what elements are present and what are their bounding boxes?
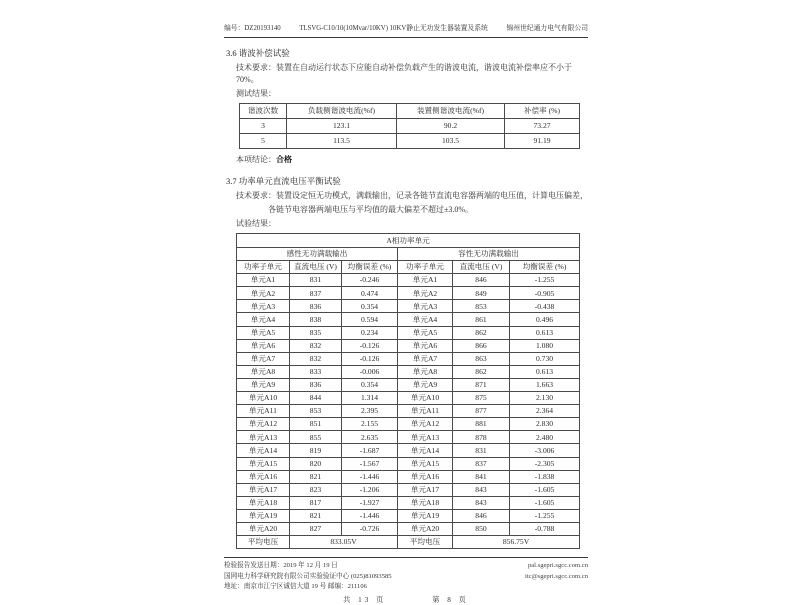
unit-row-cell: 0.496 (510, 313, 580, 326)
harmonic-row-cell: 90.2 (397, 119, 505, 134)
harmonic-col-header: 谐波次数 (240, 104, 287, 119)
unit-row-cell: 819 (290, 444, 342, 457)
unit-row (237, 418, 580, 431)
avg-label-left: 平均电压 (237, 536, 290, 549)
unit-row-cell: 838 (290, 313, 342, 326)
unit-row-cell: 单元A1 (237, 274, 290, 287)
harmonic-row (240, 134, 580, 149)
unit-row-cell: 833 (290, 365, 342, 378)
footer-line-2 (224, 572, 588, 583)
page-footer (224, 557, 588, 605)
unit-row-cell: 877 (453, 405, 510, 418)
section-37-results-label: 试验结果： (236, 219, 276, 228)
unit-row-cell: 823 (290, 483, 342, 496)
unit-row (237, 483, 580, 496)
unit-row-cell: 2.395 (342, 405, 398, 418)
unit-row-cell: -2.305 (510, 457, 580, 470)
harmonic-row-cell: 73.27 (505, 119, 580, 134)
unit-row-cell: 853 (453, 300, 510, 313)
unit-row-cell: 单元A4 (237, 313, 290, 326)
unit-row-cell: 0.234 (342, 326, 398, 339)
unit-row-cell: 846 (453, 509, 510, 522)
unit-row-cell: 841 (453, 470, 510, 483)
unit-row-cell: -0.726 (342, 522, 398, 535)
col-header-unit-right: 功率子单元 (398, 261, 453, 274)
section-37-requirement-line2: 各链节电容器两端电压与平均值的最大偏差不超过±3.0%。 (268, 205, 474, 214)
unit-row-cell: 单元A10 (398, 392, 453, 405)
unit-row-cell: 单元A5 (398, 326, 453, 339)
unit-row-cell: 836 (290, 300, 342, 313)
unit-row-cell: -0.006 (342, 365, 398, 378)
unit-row-cell: 0.594 (342, 313, 398, 326)
unit-row (237, 470, 580, 483)
harmonic-row-cell: 5 (240, 134, 287, 149)
unit-row-cell: 0.354 (342, 300, 398, 313)
unit-row (237, 339, 580, 352)
harmonic-col-header: 负载侧谐波电流(%f) (287, 104, 397, 119)
unit-row-cell: 单元A15 (237, 457, 290, 470)
unit-row-cell: -0.905 (510, 287, 580, 300)
unit-row-cell: 单元A20 (237, 522, 290, 535)
unit-row-cell: 单元A19 (237, 509, 290, 522)
unit-row-cell: 821 (290, 509, 342, 522)
col-header-unit-left: 功率子单元 (237, 261, 290, 274)
unit-row-cell: 单元A8 (398, 365, 453, 378)
harmonic-table-body (240, 119, 580, 149)
unit-row-cell: 853 (290, 405, 342, 418)
unit-row-cell: -1.255 (510, 274, 580, 287)
footer-email: itc@sgepri.sgcc.com.cn (524, 572, 588, 580)
unit-row-cell: 850 (453, 522, 510, 535)
unit-row-cell: 单元A14 (237, 444, 290, 457)
col-header-voltage-right: 直流电压 (V) (453, 261, 510, 274)
unit-row-cell: 单元A4 (398, 313, 453, 326)
unit-row-cell: -1.446 (342, 509, 398, 522)
unit-row-cell: -1.206 (342, 483, 398, 496)
harmonic-row-cell: 113.5 (287, 134, 397, 149)
harmonic-row-cell: 91.19 (505, 134, 580, 149)
section-36-heading: 3.6 谐波补偿试验 (226, 48, 290, 58)
unit-row-cell: 2.830 (510, 418, 580, 431)
unit-row-cell: 1.314 (342, 392, 398, 405)
unit-row-cell: -0.438 (510, 300, 580, 313)
inductive-group-header: 感性无功满载输出 (237, 248, 398, 261)
unit-row-cell: 单元A2 (237, 287, 290, 300)
unit-row-cell: 843 (453, 496, 510, 509)
harmonic-row (240, 119, 580, 134)
unit-row-cell: 863 (453, 352, 510, 365)
unit-row (237, 509, 580, 522)
unit-row-cell: 单元A10 (237, 392, 290, 405)
unit-row-cell: 单元A19 (398, 509, 453, 522)
unit-row-cell: 单元A20 (398, 522, 453, 535)
doc-number: 编号：DZ20193140 (224, 25, 281, 32)
unit-row-cell: 843 (453, 483, 510, 496)
unit-row-cell: 821 (290, 470, 342, 483)
section-36-conclusion (236, 154, 588, 166)
unit-row-cell: 单元A18 (237, 496, 290, 509)
unit-row (237, 522, 580, 535)
unit-row-cell: 871 (453, 378, 510, 391)
unit-row-cell: 0.613 (510, 365, 580, 378)
harmonic-table-header-row (240, 104, 580, 119)
unit-row (237, 392, 580, 405)
unit-row (237, 274, 580, 287)
section-36-requirement: 技术要求：装置在自动运行状态下应能自动补偿负载产生的谐波电流，谐波电流补偿率应不小于 70%。 (236, 63, 572, 84)
unit-row-cell: 2.364 (510, 405, 580, 418)
unit-row-cell: 单元A3 (237, 300, 290, 313)
org-name-phone: 国网电力科学研究院有限公司实验验证中心 (025)81093585 (224, 572, 392, 580)
phase-a-title: A相功率单元 (237, 234, 580, 248)
dc-voltage-balance-table (236, 233, 580, 549)
unit-row-cell: 2.635 (342, 431, 398, 444)
unit-row-cell: 881 (453, 418, 510, 431)
unit-row-cell: 861 (453, 313, 510, 326)
avg-value-capacitive: 856.75V (453, 536, 580, 549)
unit-row-cell: 单元A3 (398, 300, 453, 313)
unit-row-cell: -1.605 (510, 483, 580, 496)
unit-row-cell: 849 (453, 287, 510, 300)
section-37-requirement-line1: 技术要求：装置设定恒无功模式，满载输出，记录各链节直流电容器两端的电压值，计算电压偏差， (236, 191, 588, 200)
unit-row (237, 405, 580, 418)
unit-row-cell: 单元A17 (398, 483, 453, 496)
unit-row-cell: 862 (453, 326, 510, 339)
footer-line-1 (224, 561, 588, 572)
unit-row (237, 431, 580, 444)
company-name: 锦州世纪通力电气有限公司 (506, 25, 588, 32)
unit-row-cell: 827 (290, 522, 342, 535)
doc-title: TLSVG-C10/10(10Mvar/10KV) 10KV静止无功发生器装置及系统 (299, 25, 488, 32)
unit-row-cell: 817 (290, 496, 342, 509)
unit-row-cell: 846 (453, 274, 510, 287)
unit-row-cell: 单元A12 (398, 418, 453, 431)
unit-row-cell: -0.246 (342, 274, 398, 287)
unit-row-cell: 单元A17 (237, 483, 290, 496)
page-header (224, 24, 588, 38)
unit-row-cell: -0.788 (510, 522, 580, 535)
avg-value-inductive: 833.05V (290, 536, 398, 549)
avg-label-right: 平均电压 (398, 536, 453, 549)
unit-row-cell: 单元A11 (398, 405, 453, 418)
col-header-voltage-left: 直流电压 (V) (290, 261, 342, 274)
unit-row-cell: 单元A8 (237, 365, 290, 378)
unit-row-cell: -0.126 (342, 339, 398, 352)
total-pages: 共 13 页 (343, 595, 387, 604)
unit-rows-body (237, 274, 580, 536)
unit-row-cell: 0.474 (342, 287, 398, 300)
table-title-row (237, 234, 580, 248)
unit-row-cell: -3.006 (510, 444, 580, 457)
unit-row-cell: 835 (290, 326, 342, 339)
harmonic-row-cell: 123.1 (287, 119, 397, 134)
unit-row (237, 457, 580, 470)
section-37-heading: 3.7 功率单元直流电压平衡试验 (226, 176, 341, 186)
unit-row-cell: 2.480 (510, 431, 580, 444)
unit-row-cell: 836 (290, 378, 342, 391)
conclusion-label: 本项结论： (236, 155, 276, 164)
unit-row-cell: 0.730 (510, 352, 580, 365)
unit-row (237, 313, 580, 326)
unit-row-cell: -1.927 (342, 496, 398, 509)
unit-row-cell: 832 (290, 352, 342, 365)
unit-row-cell: 单元A6 (237, 339, 290, 352)
unit-row-cell: 875 (453, 392, 510, 405)
unit-row-cell: 831 (453, 444, 510, 457)
unit-row-cell: 单元A15 (398, 457, 453, 470)
column-header-row (237, 261, 580, 274)
unit-row-cell: 837 (290, 287, 342, 300)
unit-row-cell: 862 (453, 365, 510, 378)
unit-row-cell: -1.605 (510, 496, 580, 509)
unit-row-cell: 2.130 (510, 392, 580, 405)
group-header-row (237, 248, 580, 261)
unit-row-cell: 单元A6 (398, 339, 453, 352)
harmonic-compensation-table (239, 103, 580, 149)
harmonic-row-cell: 103.5 (397, 134, 505, 149)
unit-row-cell: 1.080 (510, 339, 580, 352)
unit-row-cell: -1.446 (342, 470, 398, 483)
harmonic-col-header: 装置侧谐波电流(%f) (397, 104, 505, 119)
unit-row-cell: 820 (290, 457, 342, 470)
unit-row-cell: 单元A14 (398, 444, 453, 457)
unit-row-cell: -1.567 (342, 457, 398, 470)
footer-line-3 (224, 582, 588, 593)
unit-row-cell: 831 (290, 274, 342, 287)
harmonic-row-cell: 3 (240, 119, 287, 134)
unit-row-cell: -1.255 (510, 509, 580, 522)
unit-row-cell: 0.613 (510, 326, 580, 339)
conclusion-value: 合格 (276, 155, 292, 164)
unit-row-cell: 单元A18 (398, 496, 453, 509)
unit-row-cell: 单元A1 (398, 274, 453, 287)
current-page: 第 8 页 (432, 595, 469, 604)
unit-row-cell: 单元A2 (398, 287, 453, 300)
unit-row-cell: 837 (453, 457, 510, 470)
col-header-error-right: 均衡误差 (%) (510, 261, 580, 274)
unit-row-cell: 0.354 (342, 378, 398, 391)
unit-row-cell: 单元A9 (398, 378, 453, 391)
unit-row-cell: 844 (290, 392, 342, 405)
unit-row-cell: 1.663 (510, 378, 580, 391)
report-send-date: 检验报告发送日期：2019 年 12 月 19 日 (224, 562, 338, 570)
unit-row (237, 352, 580, 365)
unit-row-cell: 单元A12 (237, 418, 290, 431)
average-voltage-row (237, 536, 580, 549)
unit-row-cell: -1.838 (510, 470, 580, 483)
unit-row-cell: 单元A16 (398, 470, 453, 483)
unit-row (237, 300, 580, 313)
unit-row-cell: 单元A13 (398, 431, 453, 444)
unit-row-cell: 851 (290, 418, 342, 431)
unit-row-cell: 单元A16 (237, 470, 290, 483)
capacitive-group-header: 容性无功满载输出 (398, 248, 580, 261)
unit-row-cell: 单元A9 (237, 378, 290, 391)
report-page (224, 24, 588, 605)
org-address: 地址：南京市江宁区诚信大道 19 号 邮编：211106 (224, 583, 367, 591)
unit-row (237, 496, 580, 509)
section-36-results-label: 测试结果： (236, 89, 276, 98)
unit-row-cell: 单元A11 (237, 405, 290, 418)
col-header-error-left: 均衡误差 (%) (342, 261, 398, 274)
unit-row (237, 326, 580, 339)
unit-row-cell: 单元A7 (398, 352, 453, 365)
unit-row (237, 365, 580, 378)
unit-row-cell: 878 (453, 431, 510, 444)
unit-row-cell: 单元A7 (237, 352, 290, 365)
unit-row-cell: -0.126 (342, 352, 398, 365)
unit-row-cell: 单元A5 (237, 326, 290, 339)
unit-row-cell: 单元A13 (237, 431, 290, 444)
unit-row (237, 287, 580, 300)
unit-row-cell: 855 (290, 431, 342, 444)
harmonic-col-header: 补偿率 (%) (505, 104, 580, 119)
unit-row-cell: 866 (453, 339, 510, 352)
unit-row (237, 378, 580, 391)
footer-website: pal.sgepri.sgcc.com.cn (527, 562, 588, 570)
unit-row-cell: 832 (290, 339, 342, 352)
unit-row-cell: 2.155 (342, 418, 398, 431)
unit-row-cell: -1.687 (342, 444, 398, 457)
unit-row (237, 444, 580, 457)
